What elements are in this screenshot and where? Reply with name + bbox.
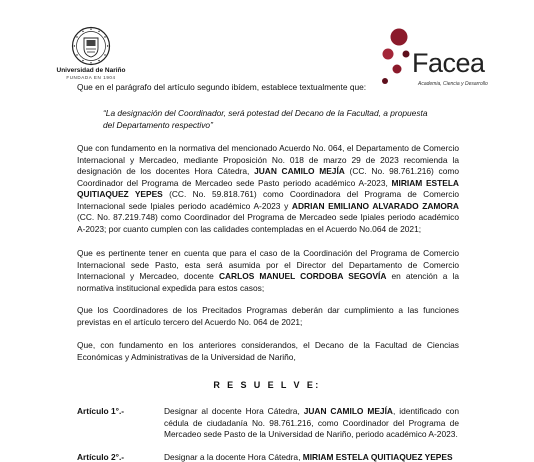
- university-logo: [56, 26, 126, 81]
- paragraph-5: Que los Coordinadores de los Precitados Programas deberán dar cumplimiento a las funciones previstas en el artículo tercero del Acuerdo No. 064 de 2021;: [77, 305, 459, 327]
- resuelve-heading: R E S U E L V E:: [213, 380, 321, 390]
- facea-tagline: Academia, Ciencia y Desarrollo: [418, 81, 488, 87]
- name-miriam-estela: MIRIAM ESTELA QUITIAQUEZ YEPES: [77, 177, 459, 199]
- name-juan-camilo: JUAN CAMILO MEJÍA: [254, 166, 345, 176]
- paragraph-1: Que en el parágrafo del artículo segundo ibídem, establece textualmente que:: [77, 82, 367, 92]
- article-2-label: Artículo 2°.-: [77, 452, 125, 462]
- name-miriam-estela: MIRIAM ESTELA QUITIAQUEZ YEPES: [302, 452, 453, 462]
- university-name: Universidad de Nariño: [56, 67, 126, 74]
- quoted-paragraph: “La designación del Coordinador, será potestad del Decano de la Facultad, a propuesta del Departamento respectivo”: [103, 108, 428, 130]
- facea-wordmark: Facea: [412, 48, 485, 78]
- article-1-label: Artículo 1°.-: [77, 406, 125, 416]
- paragraph-3: Que con fundamento en la normativa del mencionado Acuerdo No. 064, el Departamento de Comercio Internacional y Mercadeo, mediante Proposición No. 018 de marzo 29 de 2023 recomienda la designación de los docentes Hora Cátedra, JUAN CAMILO MEJÍA (CC. No. 98.761.216) como Coordinador del Programa de Mercadeo sede Pasto periodo académico A-2023, MIRIAM ESTELA QUITIAQUEZ YEPES (CC. No. 59.818.761) como Coordinadora del Programa de Comercio Internacional sede Ipiales periodo académico A-2023 y ADRIAN EMILIANO ALVARADO ZAMORA (CC. No. 87.219.748) como Coordinador del Programa de Mercadeo sede Ipiales periodo académico A-2023; por cuanto cumplen con las calidades contempladas en el Acuerdo No.064 de 2021;: [77, 143, 459, 234]
- article-1-text: Designar al docente Hora Cátedra, JUAN CAMILO MEJÍA, identificado con cédula de ciudadanía No. 98.761.216, como Coordinador del Programa de Mercadeo sede Pasto de la Universidad de Nariño, periodo académico A-2023.: [164, 406, 459, 439]
- paragraph-6: Que, con fundamento en los anteriores considerandos, el Decano de la Facultad de Ciencias Económicas y Administrativas de la Universidad de Nariño,: [77, 340, 459, 362]
- name-juan-camilo: JUAN CAMILO MEJÍA: [303, 406, 393, 416]
- name-adrian-emiliano: ADRIAN EMILIANO ALVARADO ZAMORA: [291, 200, 459, 211]
- article-2-text: Designar a la docente Hora Cátedra, MIRIAM ESTELA QUITIAQUEZ YEPES: [164, 452, 453, 462]
- facea-logo: [380, 28, 500, 90]
- university-seal-icon: [71, 26, 111, 66]
- name-carlos-manuel: CARLOS MANUEL CORDOBA SEGOVÍA: [218, 271, 387, 281]
- paragraph-4: Que es pertinente tener en cuenta que para el caso de la Coordinación del Programa de Comercio Internacional sede Pasto, esta será asumida por el Director del Departamento de Comercio Internacional y Mercadeo, docente CARLOS MANUEL CORDOBA SEGOVÍA en atención a la normativa institucional expedida para estos casos;: [77, 248, 459, 293]
- university-founded: FUNDADA EN 1904: [66, 75, 116, 80]
